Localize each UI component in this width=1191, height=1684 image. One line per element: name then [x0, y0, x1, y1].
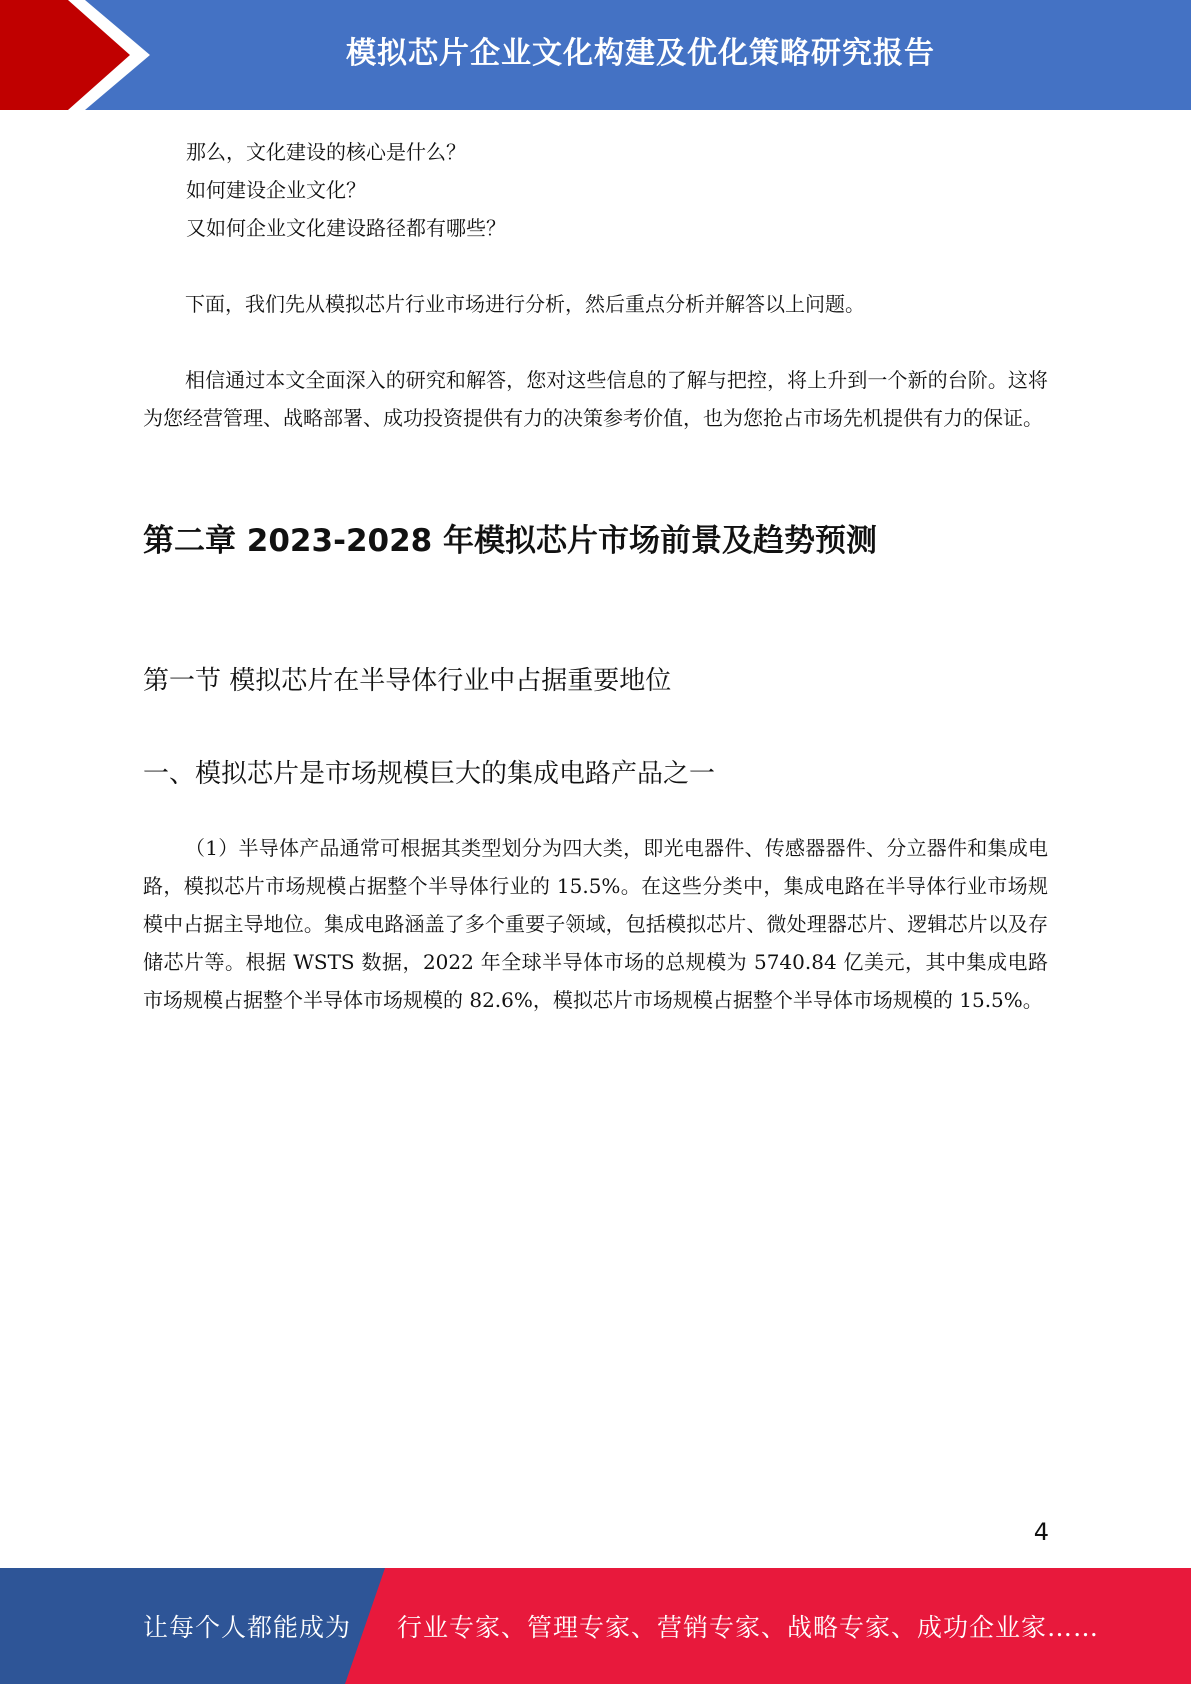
- intro-question-3: 又如何企业文化建设路径都有哪些？: [186, 216, 506, 240]
- chapter-heading: 第二章 2023-2028 年模拟芯片市场前景及趋势预测: [143, 523, 878, 559]
- intro-paragraph-2: 相信通过本文全面深入的研究和解答，您对这些信息的了解与把控，将上升到一个新的台阶。这将为您经营管理、战略部署、成功投资提供有力的决策参考价值，也为您抢占市场先机提供有力的保证。: [143, 368, 1048, 430]
- intro-question-2: 如何建设企业文化？: [186, 178, 366, 202]
- intro-question-1: 那么，文化建设的核心是什么？: [186, 140, 466, 164]
- body-paragraph: （1）半导体产品通常可根据其类型划分为四大类，即光电器件、传感器器件、分立器件和集成电路，模拟芯片市场规模占据整个半导体行业的 15.5%。在这些分类中，集成电路在半导体行业市场规模中占据主导地位。集成电路涵盖了多个重要子领域，包括模拟芯片、微处理器芯片、逻辑芯片以及存储芯片等。根据 WSTS 数据，2022 年全球半导体市场的总规模为 5740.84 亿美元，其中集成电路市场规模占据整个半导体市场规模的 82.6%，模拟芯片市场规模占据整个半导体市场规模的 15.5%。: [143, 836, 1048, 1012]
- section-heading: 第一节 模拟芯片在半导体行业中占据重要地位: [143, 666, 672, 696]
- footer-slogan-left: 让每个人都能成为: [143, 1613, 352, 1642]
- subsection-heading: 一、模拟芯片是市场规模巨大的集成电路产品之一: [143, 759, 716, 789]
- page-number: 4: [1033, 1518, 1049, 1546]
- report-title: 模拟芯片企业文化构建及优化策略研究报告: [346, 36, 935, 71]
- intro-paragraph-1: 下面，我们先从模拟芯片行业市场进行分析，然后重点分析并解答以上问题。: [185, 292, 865, 316]
- page-footer: [0, 1568, 1191, 1684]
- footer-slogan-right: 行业专家、管理专家、营销专家、战略专家、成功企业家……: [397, 1613, 1100, 1642]
- page-header: [0, 0, 1191, 110]
- header-red-arrow: [0, 0, 150, 110]
